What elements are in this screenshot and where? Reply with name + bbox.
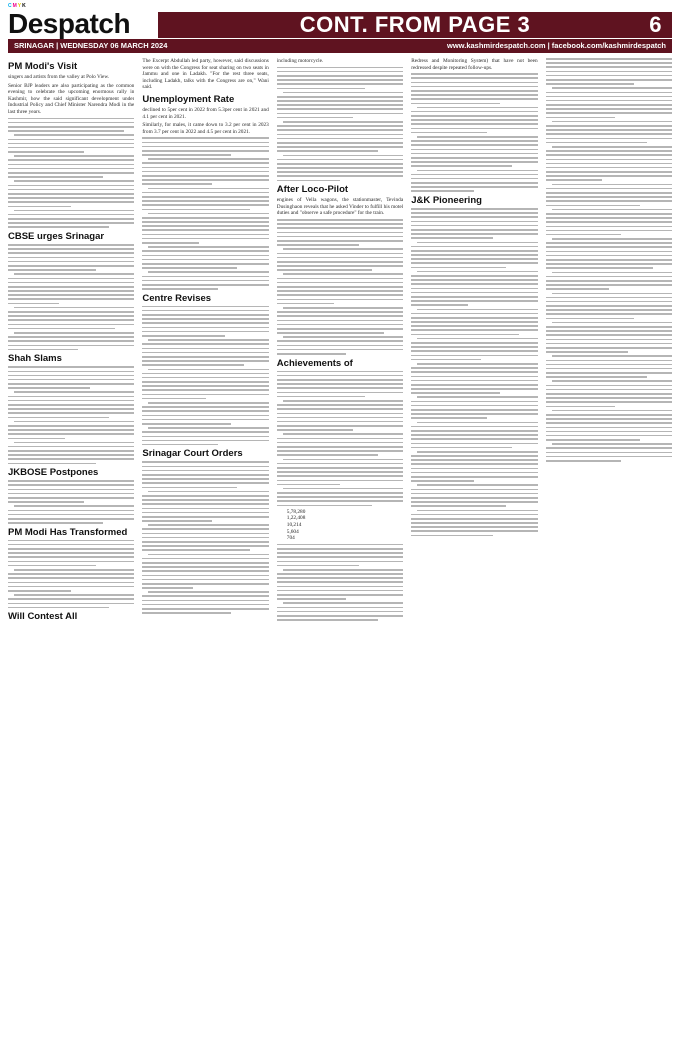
brand-logo: Despatch [8,8,131,39]
masthead [8,10,672,38]
statistic-value: 5,604 [286,528,299,535]
column-5 [546,58,672,1033]
article-body-lines [8,540,134,609]
article-text: Similarly, for males, it came down to 3.2 per cent in 2023 from 3.7 per cent in 2022 and 4.5 per cent in 2021. [142,122,269,135]
article-body-lines [142,306,268,446]
statistic-value: 5,78,280 [286,508,306,515]
dateline-bar [8,39,672,53]
article-text: The Excerpt Abdullah led party, however, said discussions were on with the Congress for seat sharing on two seats in Jammu and one in Ladakh. "For the rest three seats, including Ladakh, talks with the Congress are on," Wani said. [142,58,269,91]
headline-unemployment-rate: Unemployment Rate [142,93,235,105]
article-body-lines [277,219,403,355]
article-text: singers and artists from the valley at Polo View. [8,74,110,80]
article-body-lines [277,371,403,507]
article-body-lines [8,366,134,464]
statistic-value: 1,22,408 [286,515,306,522]
dateline-links[interactable]: www.kashmirdespatch.com | facebook.com/kashmirdespatch [447,41,666,50]
headline-srinagar-court-orders: Srinagar Court Orders [142,448,243,460]
headline-jkbose-postpones: JKBOSE Postpones [8,467,99,479]
cmyk-y: Y [17,3,23,9]
article-columns [8,58,672,1033]
article-body-lines [546,58,672,462]
article-text: declined to 5per cent in 2022 from 5.3per cent in 2021 and 4.1 per cent in 2021. [142,106,269,120]
article-body-lines [8,118,134,228]
cmyk-k: K [22,3,27,9]
dateline-date: SRINAGAR | WEDNESDAY 06 MARCH 2024 [14,41,168,50]
article-body-lines [277,67,403,182]
headline-centre-revises: Centre Revises [142,292,212,304]
article-text: including motorcycle. [276,58,324,64]
headline-will-contest-all: Will Contest All [8,611,78,623]
article-body-lines [142,461,268,613]
headline-shah-slams: Shah Slams [8,353,62,365]
statistics-list [287,509,403,542]
headline-cbse-urges-srinagar: CBSE urges Srinagar [8,231,105,243]
article-body-lines [8,244,134,350]
statistic-value: 10,214 [286,522,302,528]
headline-pm-modi-visit: PM Modi's Visit [8,61,78,72]
article-body-lines [277,544,403,621]
column-4 [411,58,537,1033]
article-text: engines of Vella wagons, the stationmaster, Tevinda Dusinghaon reveals that he asked Vinder to fulfill his motel duties and "observe a safe procedure" for the train. [276,197,404,217]
cmyk-c: C [8,3,13,9]
section-title-banner [158,12,672,38]
headline-jk-pioneering: J&K Pioneering [411,195,482,207]
headline-achievements-of: Achievements of [276,357,353,369]
statistic-value: 704 [286,535,295,542]
article-body-lines [411,73,537,192]
article-body-lines [8,480,134,523]
column-1 [8,58,134,1033]
cmyk-m: M [12,3,18,9]
article-text: Redress and Monitoring System) that have not been redressed despite repeated follow-ups. [411,58,538,71]
article-text: Senior BJP leaders are also participating as the common evening to celebrate the upcoming enormous rally in Kashmir, how the said significant development under Industrial Policy and Chief Minister Narendra Modi in the last three years. [8,82,135,115]
headline-after-loco-pilot: After Loco-Pilot [276,184,349,196]
page-number: 6 [649,12,662,37]
headline-pm-modi-has-transformed: PM Modi Has Transformed [8,526,128,538]
section-title: CONT. FROM PAGE 3 [299,12,531,37]
column-2 [142,58,268,1033]
column-3 [277,58,403,1033]
article-body-lines [411,208,537,536]
article-body-lines [142,137,268,289]
